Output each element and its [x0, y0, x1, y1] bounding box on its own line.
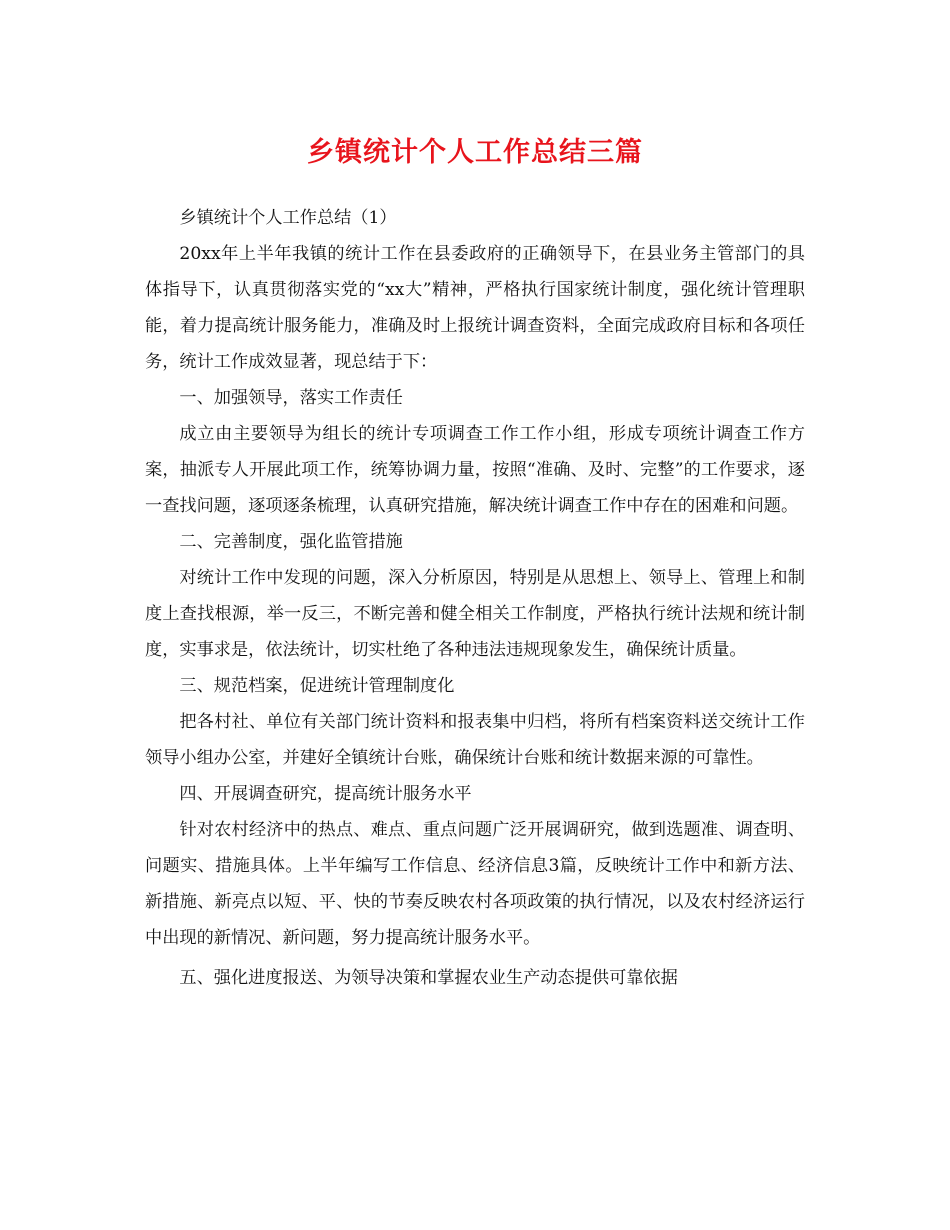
section-heading-1: 一、加强领导，落实工作责任: [179, 388, 403, 408]
section-heading-3: 三、规范档案，促进统计管理制度化: [179, 676, 455, 696]
section-heading-5: 五、强化进度报送、为领导决策和掌握农业生产动态提供可靠依据: [179, 968, 678, 988]
intro-paragraph: 20xx年上半年我镇的统计工作在县委政府的正确领导下，在县业务主管部门的具体指导下，认真贯彻落实党的“xx大”精神，严格执行国家统计制度，强化统计管理职能，着力提高统计服务能力，准确及时上报统计调查资料，全面完成政府目标和各项任务，统计工作成效显著，现总结于下：: [145, 244, 805, 372]
document-body: [145, 200, 805, 996]
section-paragraph-2: 对统计工作中发现的问题，深入分析原因，特别是从思想上、领导上、管理上和制度上查找根源，举一反三，不断完善和健全相关工作制度，严格执行统计法规和统计制度，实事求是，依法统计，切实杜绝了各种违法违规现象发生，确保统计质量。: [145, 568, 805, 660]
section-paragraph-1: 成立由主要领导为组长的统计专项调查工作工作小组，形成专项统计调查工作方案，抽派专人开展此项工作，统筹协调力量，按照“准确、及时、完整”的工作要求，逐一查找问题，逐项逐条梳理，认真研究措施，解决统计调查工作中存在的困难和问题。: [145, 424, 805, 516]
section-heading-4: 四、开展调查研究，提高统计服务水平: [179, 784, 472, 804]
section-heading-2: 二、完善制度，强化监管措施: [179, 532, 403, 552]
section-paragraph-3: 把各村社、单位有关部门统计资料和报表集中归档，将所有档案资料送交统计工作领导小组办公室，并建好全镇统计台账，确保统计台账和统计数据来源的可靠性。: [145, 712, 805, 768]
section-paragraph-4: 针对农村经济中的热点、难点、重点问题广泛开展调研究，做到选题准、调查明、问题实、措施具体。上半年编写工作信息、经济信息3篇，反映统计工作中和新方法、新措施、新亮点以短、平、快的节奏反映农村各项政策的执行情况，以及农村经济运行中出现的新情况、新问题，努力提高统计服务水平。: [145, 820, 805, 948]
document-title: 乡镇统计个人工作总结三篇: [307, 137, 643, 168]
section-subtitle: 乡镇统计个人工作总结（1）: [179, 208, 397, 228]
